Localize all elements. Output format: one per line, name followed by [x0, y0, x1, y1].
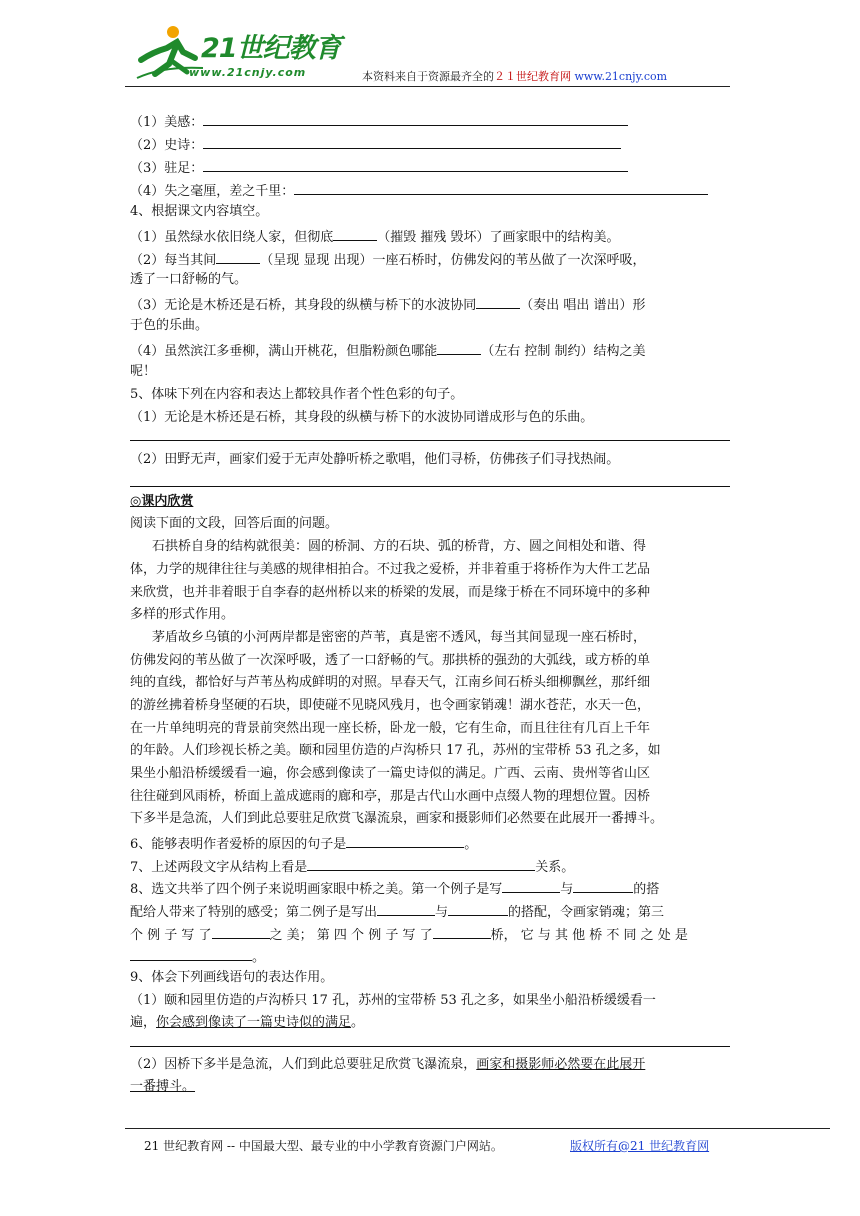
passage-p2-line: 的游丝拂着桥身坚硬的石块，即使碰不见晓风残月，也令画家销魂！湖水苍茫，水天一色，: [130, 698, 651, 713]
passage-p2-line: 纯的直线，都恰好与芦苇丛构成鲜明的对照。早春天气，江南乡间石桥头细柳飘丝，那纤细: [130, 675, 651, 690]
q5-item-2: （2）田野无声，画家们爱于无声处静听桥之歌唱，他们寻桥，仿佛孩子们寻找热闹。: [130, 452, 620, 467]
passage-p1-line: 来欣赏，也并非着眼于自李春的赵州桥以来的桥梁的发展，而是缘于桥在不同环境中的多种: [130, 585, 651, 600]
underlined-sentence: 你会感到像读了一篇史诗似的满足: [156, 1015, 352, 1030]
q4-item-2: （2）每当其间 （呈现 显现 出现）一座石桥时，仿佛发闷的苇丛做了一次深呼吸，: [130, 249, 646, 270]
passage-p1-line: 体，力学的规律往往与美感的规律相拍合。不过我之爱桥，并非着重于将桥作为大件工艺品: [130, 562, 651, 577]
passage-p2-line: 下多半是急流，人们到此总要驻足欣赏飞瀑流泉，画家和摄影师们必然要在此展开一番搏斗。: [130, 811, 664, 826]
underlined-sentence: 一番搏斗。: [130, 1079, 196, 1094]
q8-line-1: 8、选文共举了四个例子来说明画家眼中桥之美。第一个例子是写 与 的搭: [130, 878, 659, 899]
answer-blank[interactable]: [307, 856, 535, 871]
header-note-url[interactable]: www.21cnjy.com: [574, 70, 668, 83]
page-header: [125, 18, 730, 87]
passage-p2-line: 仿佛发闷的苇丛做了一次深呼吸，透了一口舒畅的气。那拱桥的强劲的大弧线，或方桥的单: [130, 653, 651, 668]
q4-item-3-cont: 于色的乐曲。: [130, 318, 209, 333]
q8-line-4: 。: [130, 946, 265, 967]
underlined-sentence: 画家和摄影师必然要在此展开: [476, 1057, 646, 1072]
passage-p1-line: 多样的形式作用。: [130, 607, 235, 622]
answer-blank[interactable]: [437, 340, 481, 355]
q9-item-2: （2）因桥下多半是急流，人们到此总要驻足欣赏飞瀑流泉，画家和摄影师必然要在此展开: [130, 1057, 646, 1072]
footer-divider: [125, 1128, 830, 1129]
q4-item-4: （4）虽然滨江多垂柳，满山开桃花，但脂粉颜色哪能 （左右 控制 制约）结构之美: [130, 340, 646, 361]
answer-line[interactable]: [130, 1046, 730, 1047]
passage-p2-line: 茅盾故乡乌镇的小河两岸都是密密的芦苇，真是密不透风，每当其间显现一座石桥时，: [152, 630, 647, 645]
logo-url: www.21cnjy.com: [189, 66, 307, 79]
q3-item-4: （4）失之毫厘，差之千里：: [130, 180, 708, 201]
q7: 7、上述两段文字从结构上看是 关系。: [130, 856, 574, 877]
q4-title: 4、根据课文内容填空。: [130, 204, 269, 219]
answer-blank[interactable]: [476, 294, 520, 309]
q4-item-4-cont: 呢！: [130, 364, 157, 379]
passage-p2-line: 的年龄。人们珍视长桥之美。颐和园里仿造的卢沟桥只 17 孔，苏州的宝带桥 53 孔之多，如: [130, 743, 661, 758]
answer-blank[interactable]: [212, 924, 270, 939]
answer-blank[interactable]: [377, 901, 435, 916]
passage-p2-line: 在一片单纯明亮的背景前突然出现一座长桥，卧龙一般，它有生命，而且往往有几百上千年: [130, 721, 651, 736]
q9-title: 9、体会下列画线语句的表达作用。: [130, 970, 334, 985]
passage-p2-line: 往往碰到风雨桥，桥面上盖成遮雨的廊和亭，那是古代山水画中点缀人物的理想位置。因桥: [130, 789, 651, 804]
q6: 6、能够表明作者爱桥的原因的句子是 。: [130, 833, 477, 854]
answer-line[interactable]: [130, 486, 730, 487]
section-title: ◎课内欣赏: [130, 494, 194, 509]
q8-line-3: 个 例 子 写 了 之 美； 第 四 个 例 子 写 了 桥， 它 与 其 他 桥 不 同 之 处 是: [130, 924, 688, 945]
answer-blank[interactable]: [433, 924, 491, 939]
passage-p2-line: 果坐小船沿桥缓缓看一遍，你会感到像读了一篇史诗似的满足。广西、云南、贵州等省山区: [130, 766, 651, 781]
q4-item-2-cont: 透了一口舒畅的气。: [130, 272, 248, 287]
q9-item-1: （1）颐和园里仿造的卢沟桥只 17 孔，苏州的宝带桥 53 孔之多，如果坐小船沿桥缓缓看一: [130, 993, 656, 1008]
logo-title: 21世纪教育: [201, 33, 341, 64]
q3-item-3: （3）驻足：: [130, 157, 628, 178]
answer-blank[interactable]: [294, 180, 708, 195]
answer-blank[interactable]: [130, 946, 252, 961]
reading-intro: 阅读下面的文段，回答后面的问题。: [130, 516, 339, 531]
answer-blank[interactable]: [216, 249, 260, 264]
answer-blank[interactable]: [333, 226, 377, 241]
q8-line-2: 配给人带来了特别的感受；第二例子是写出 与 的搭配，令画家销魂；第三: [130, 901, 664, 922]
passage-p1-line: 石拱桥自身的结构就很美：圆的桥洞、方的石块、弧的桥背，方、圆之间相处和谐、得: [152, 539, 647, 554]
q9-item-2-cont: [130, 1078, 195, 1096]
answer-blank[interactable]: [346, 833, 464, 848]
q4-item-3: （3）无论是木桥还是石桥，其身段的纵横与桥下的水波协同 （奏出 唱出 谱出）形: [130, 294, 646, 315]
copyright-link[interactable]: 版权所有@21 世纪教育网: [570, 1139, 710, 1153]
answer-line[interactable]: [130, 440, 730, 441]
header-note-prefix: 本资料来自于资源最齐全的: [362, 70, 494, 83]
answer-blank[interactable]: [203, 157, 628, 172]
answer-blank[interactable]: [203, 134, 621, 149]
header-note-site: ２１世纪教育网: [494, 70, 571, 83]
q5-item-1: （1）无论是木桥还是石桥，其身段的纵横与桥下的水波协同谱成形与色的乐曲。: [130, 410, 594, 425]
header-note: [362, 68, 667, 84]
answer-blank[interactable]: [203, 111, 628, 126]
q3-item-2: （2）史诗：: [130, 134, 621, 155]
q4-item-1: （1）虽然绿水依旧绕人家，但彻底 （摧毁 摧残 毁坏）了画家眼中的结构美。: [130, 226, 620, 247]
q5-title: 5、体味下列在内容和表达上都较具作者个性色彩的句子。: [130, 387, 464, 402]
q3-item-1: （1）美感：: [130, 111, 628, 132]
site-logo[interactable]: [133, 22, 353, 82]
q9-item-1-cont: 遍，你会感到像读了一篇史诗似的满足。: [130, 1015, 365, 1030]
footer-text: 21 世纪教育网 -- 中国最大型、最专业的中小学教育资源门户网站。: [144, 1139, 503, 1153]
answer-blank[interactable]: [502, 878, 560, 893]
answer-blank[interactable]: [573, 878, 633, 893]
answer-blank[interactable]: [448, 901, 508, 916]
